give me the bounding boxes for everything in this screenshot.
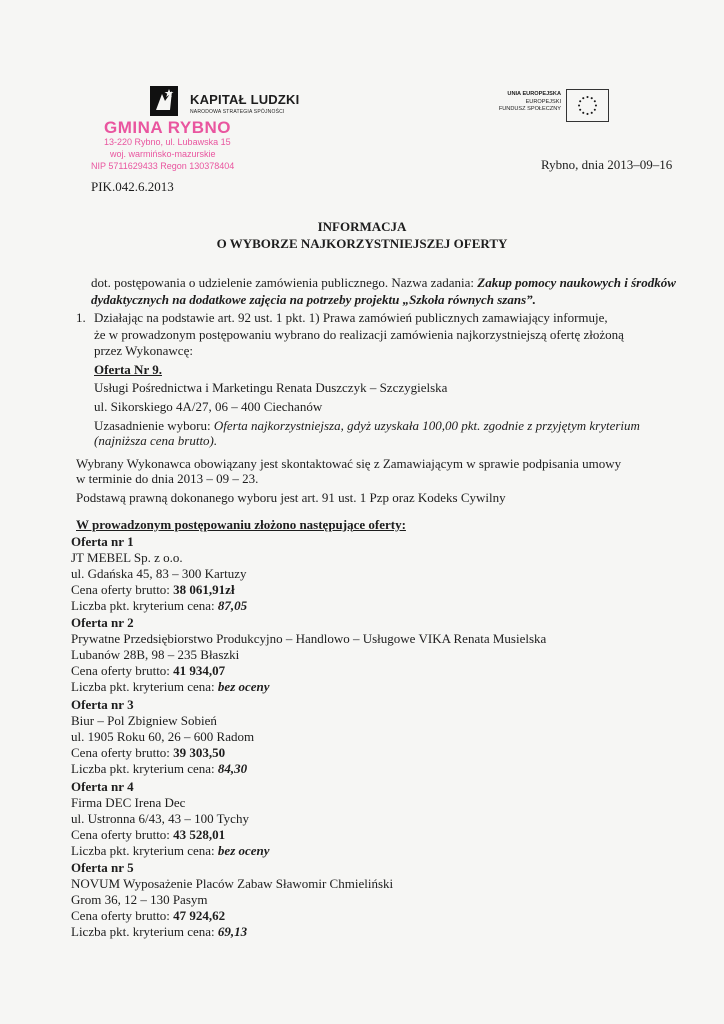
offer-name: JT MEBEL Sp. z o.o. xyxy=(71,550,183,565)
eu-star-icon xyxy=(582,112,584,114)
offer-address: ul. 1905 Roku 60, 26 – 600 Radom xyxy=(71,729,255,744)
stamp-address: 13-220 Rybno, ul. Lubawska 15 xyxy=(104,137,231,147)
eu-logo-text xyxy=(475,91,561,114)
document-subtitle: O WYBORZE NAJKORZYSTNIEJSZEJ OFERTY xyxy=(216,236,508,251)
offer-price-label: Cena oferty brutto: xyxy=(71,745,174,760)
eu-line-1: UNIA EUROPEJSKA xyxy=(507,91,561,97)
selected-offer-address: ul. Sikorskiego 4A/27, 06 – 400 Ciechanów xyxy=(94,399,323,414)
offers-heading: W prowadzonym postępowaniu złożono następujące oferty: xyxy=(76,517,406,532)
eu-star-icon xyxy=(595,104,597,106)
point-1-line-1: Działając na podstawie art. 92 ust. 1 pkt. 1) Prawa zamówień publicznych zamawiający informuje, xyxy=(94,310,608,325)
offer-points-line xyxy=(71,678,270,695)
offer-points-label: Liczba pkt. kryterium cena: xyxy=(71,924,218,939)
stamp-gmina-name: GMINA RYBNO xyxy=(104,118,232,137)
offer-price: 41 934,07 xyxy=(173,663,226,678)
offer-label: Oferta nr 4 xyxy=(71,779,134,794)
stamp-region: woj. warmińsko-mazurskie xyxy=(110,149,216,159)
offer-price: 47 924,62 xyxy=(173,908,226,923)
offer-points-line xyxy=(71,923,247,940)
offer-price-line xyxy=(71,662,225,679)
justification-label: Uzasadnienie wyboru: xyxy=(94,418,214,433)
offer-points: bez oceny xyxy=(217,843,270,858)
offer-price-label: Cena oferty brutto: xyxy=(71,663,174,678)
reference-number: PIK.042.6.2013 xyxy=(91,179,174,194)
eu-star-icon xyxy=(578,104,580,106)
document-title: INFORMACJA xyxy=(317,219,407,234)
justification-text-2: (najniższa cena brutto). xyxy=(94,433,218,448)
eu-star-icon xyxy=(586,113,588,115)
eu-line-2: EUROPEJSKI xyxy=(525,98,561,105)
offer-name: Prywatne Przedsiębiorstwo Produkcyjno – Handlowo – Usługowe VIKA Renata Musielska xyxy=(71,631,547,646)
offer-points-label: Liczba pkt. kryterium cena: xyxy=(71,679,218,694)
point-1-number: 1. xyxy=(76,310,86,325)
eu-star-icon xyxy=(586,96,588,98)
offer-name: NOVUM Wyposażenie Placów Zabaw Sławomir Chmieliński xyxy=(71,876,394,891)
offer-price: 39 303,50 xyxy=(173,745,226,760)
kapital-ludzki-logo-icon xyxy=(150,86,178,116)
offer-price-line xyxy=(71,826,225,843)
eu-star-icon xyxy=(591,97,593,99)
place-date: Rybno, dnia 2013–09–16 xyxy=(541,157,673,172)
offer-label: Oferta nr 1 xyxy=(71,534,134,549)
offer-points-line xyxy=(71,760,247,777)
eu-line-3: FUNDUSZ SPOŁECZNY xyxy=(498,106,561,112)
offer-price: 38 061,91zł xyxy=(173,582,235,597)
offer-price-line xyxy=(71,581,235,598)
offer-price: 43 528,01 xyxy=(173,827,226,842)
offer-points: bez oceny xyxy=(217,679,270,694)
contact-line-2: w terminie do dnia 2013 – 09 – 23. xyxy=(76,471,259,486)
offer-label: Oferta nr 5 xyxy=(71,860,134,875)
offer-name: Biur – Pol Zbigniew Sobień xyxy=(71,713,217,728)
offer-price-line xyxy=(71,744,225,761)
point-1-line-3: przez Wykonawcę: xyxy=(94,343,193,358)
offer-price-label: Cena oferty brutto: xyxy=(71,827,174,842)
selected-offer-label: Oferta Nr 9. xyxy=(94,362,162,377)
stamp-nip-regon: NIP 5711629433 Regon 130378404 xyxy=(91,161,235,171)
offer-address: ul. Gdańska 45, 83 – 300 Kartuzy xyxy=(71,566,247,581)
point-1-line-2: że w prowadzonym postępowaniu wybrano do realizacji zamówienia najkorzystniejszą ofertę złożoną xyxy=(94,327,624,342)
offer-address: ul. Ustronna 6/43, 43 – 100 Tychy xyxy=(71,811,249,826)
offer-points-label: Liczba pkt. kryterium cena: xyxy=(71,761,218,776)
contact-line-1: Wybrany Wykonawca obowiązany jest skontaktować się z Zamawiającym w sprawie podpisania umowy xyxy=(76,456,622,471)
legal-basis: Podstawą prawną dokonanego wyboru jest art. 91 ust. 1 Pzp oraz Kodeks Cywilny xyxy=(76,490,506,505)
intro-prefix: dot. postępowania o udzielenie zamówienia publicznego. Nazwa zadania: xyxy=(91,275,478,290)
offer-price-label: Cena oferty brutto: xyxy=(71,582,174,597)
offer-address: Lubanów 28B, 98 – 235 Błaszki xyxy=(71,647,240,662)
offer-points: 84,30 xyxy=(217,761,248,776)
offer-label: Oferta nr 2 xyxy=(71,615,134,630)
task-name-part-1: Zakup pomocy naukowych i środków xyxy=(477,275,676,290)
eu-star-icon xyxy=(594,100,596,102)
offer-points-line xyxy=(71,597,247,614)
eu-star-icon xyxy=(582,97,584,99)
eu-star-icon xyxy=(579,109,581,111)
eu-star-icon xyxy=(579,100,581,102)
kapital-ludzki-subtitle: NARODOWA STRATEGIA SPÓJNOŚCI xyxy=(190,109,285,115)
offer-points-line xyxy=(71,842,270,859)
offer-points: 69,13 xyxy=(217,924,248,939)
offer-address: Grom 36, 12 – 130 Pasym xyxy=(71,892,208,907)
offer-points-label: Liczba pkt. kryterium cena: xyxy=(71,598,218,613)
intro-line-1 xyxy=(91,274,676,291)
offer-price-line xyxy=(71,907,225,924)
eu-star-icon xyxy=(594,109,596,111)
selected-offer-company: Usługi Pośrednictwa i Marketingu Renata Duszczyk – Szczygielska xyxy=(94,380,448,395)
offer-price-label: Cena oferty brutto: xyxy=(71,908,174,923)
task-name-part-2: dydaktycznych na dodatkowe zajęcia na potrzeby projektu „Szkoła równych szans”. xyxy=(91,292,536,307)
justification-text-1: Oferta najkorzystniejsza, gdyż uzyskała 100,00 pkt. zgodnie z przyjętym kryterium xyxy=(213,418,640,433)
offer-points-label: Liczba pkt. kryterium cena: xyxy=(71,843,218,858)
offer-points: 87,05 xyxy=(217,598,248,613)
offer-label: Oferta nr 3 xyxy=(71,697,134,712)
eu-flag-icon xyxy=(566,89,609,122)
eu-star-icon xyxy=(591,112,593,114)
offer-name: Firma DEC Irena Dec xyxy=(71,795,186,810)
kapital-ludzki-title: KAPITAŁ LUDZKI xyxy=(190,92,300,107)
